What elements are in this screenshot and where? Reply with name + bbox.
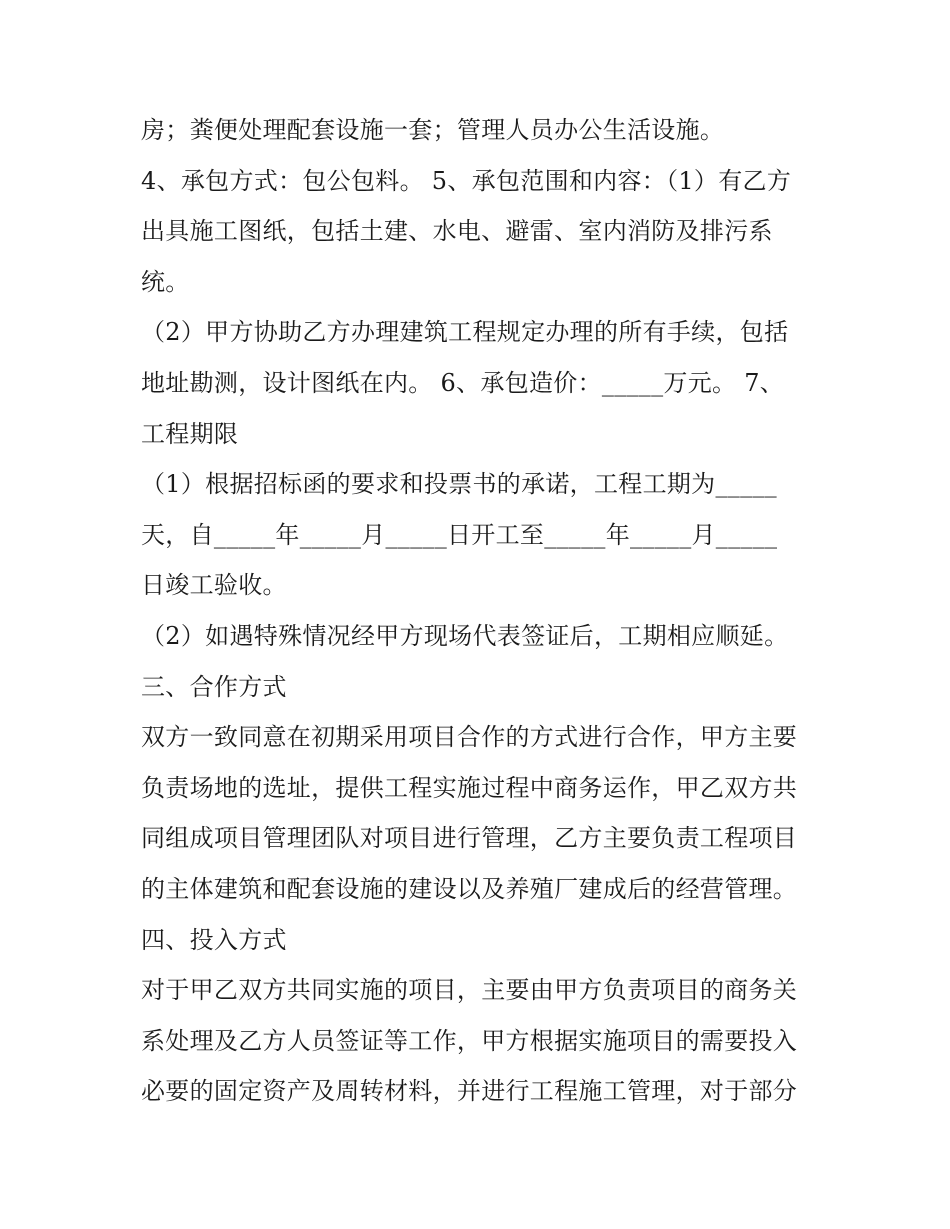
text-line: 系处理及乙方人员签证等工作，甲方根据实施项目的需要投入: [141, 1026, 798, 1055]
text-line: （2）甲方协助乙方办理建筑工程规定办理的所有手续，包括: [141, 318, 789, 347]
text-line: 地址勘测，设计图纸在内。 6、承包造价：_____万元。 7、: [141, 368, 785, 397]
text-line: 负责场地的选址，提供工程实施过程中商务运作，甲乙双方共: [141, 773, 798, 802]
text-line: 同组成项目管理团队对项目进行管理，乙方主要负责工程项目: [141, 824, 798, 853]
text-line: 4、承包方式：包公包料。 5、承包范围和内容：（1）有乙方: [141, 166, 792, 195]
text-line: 日竣工验收。: [141, 571, 287, 600]
text-line: 的主体建筑和配套设施的建设以及养殖厂建成后的经营管理。: [141, 874, 798, 903]
section-heading: 四、投入方式: [141, 925, 287, 954]
text-line: 双方一致同意在初期采用项目合作的方式进行合作，甲方主要: [141, 723, 798, 752]
text-line: （2）如遇特殊情况经甲方现场代表签证后，工期相应顺延。: [141, 621, 789, 650]
text-line: （1）根据招标函的要求和投票书的承诺，工程工期为_____: [141, 470, 777, 499]
text-line: 必要的固定资产及周转材料，并进行工程施工管理，对于部分: [141, 1077, 798, 1106]
document-body: [141, 105, 821, 1117]
text-line: 统。: [141, 267, 190, 296]
text-line: 房；粪便处理配套设施一套；管理人员办公生活设施。: [141, 116, 725, 144]
text-line: 出具施工图纸，包括土建、水电、避雷、室内消防及排污系: [141, 217, 773, 246]
text-line: 对于甲乙双方共同实施的项目，主要由甲方负责项目的商务关: [141, 976, 798, 1005]
text-line: 天，自_____年_____月_____日开工至_____年_____月_____: [141, 520, 778, 549]
section-heading: 工程期限: [141, 419, 239, 448]
section-heading: 三、合作方式: [141, 672, 287, 701]
